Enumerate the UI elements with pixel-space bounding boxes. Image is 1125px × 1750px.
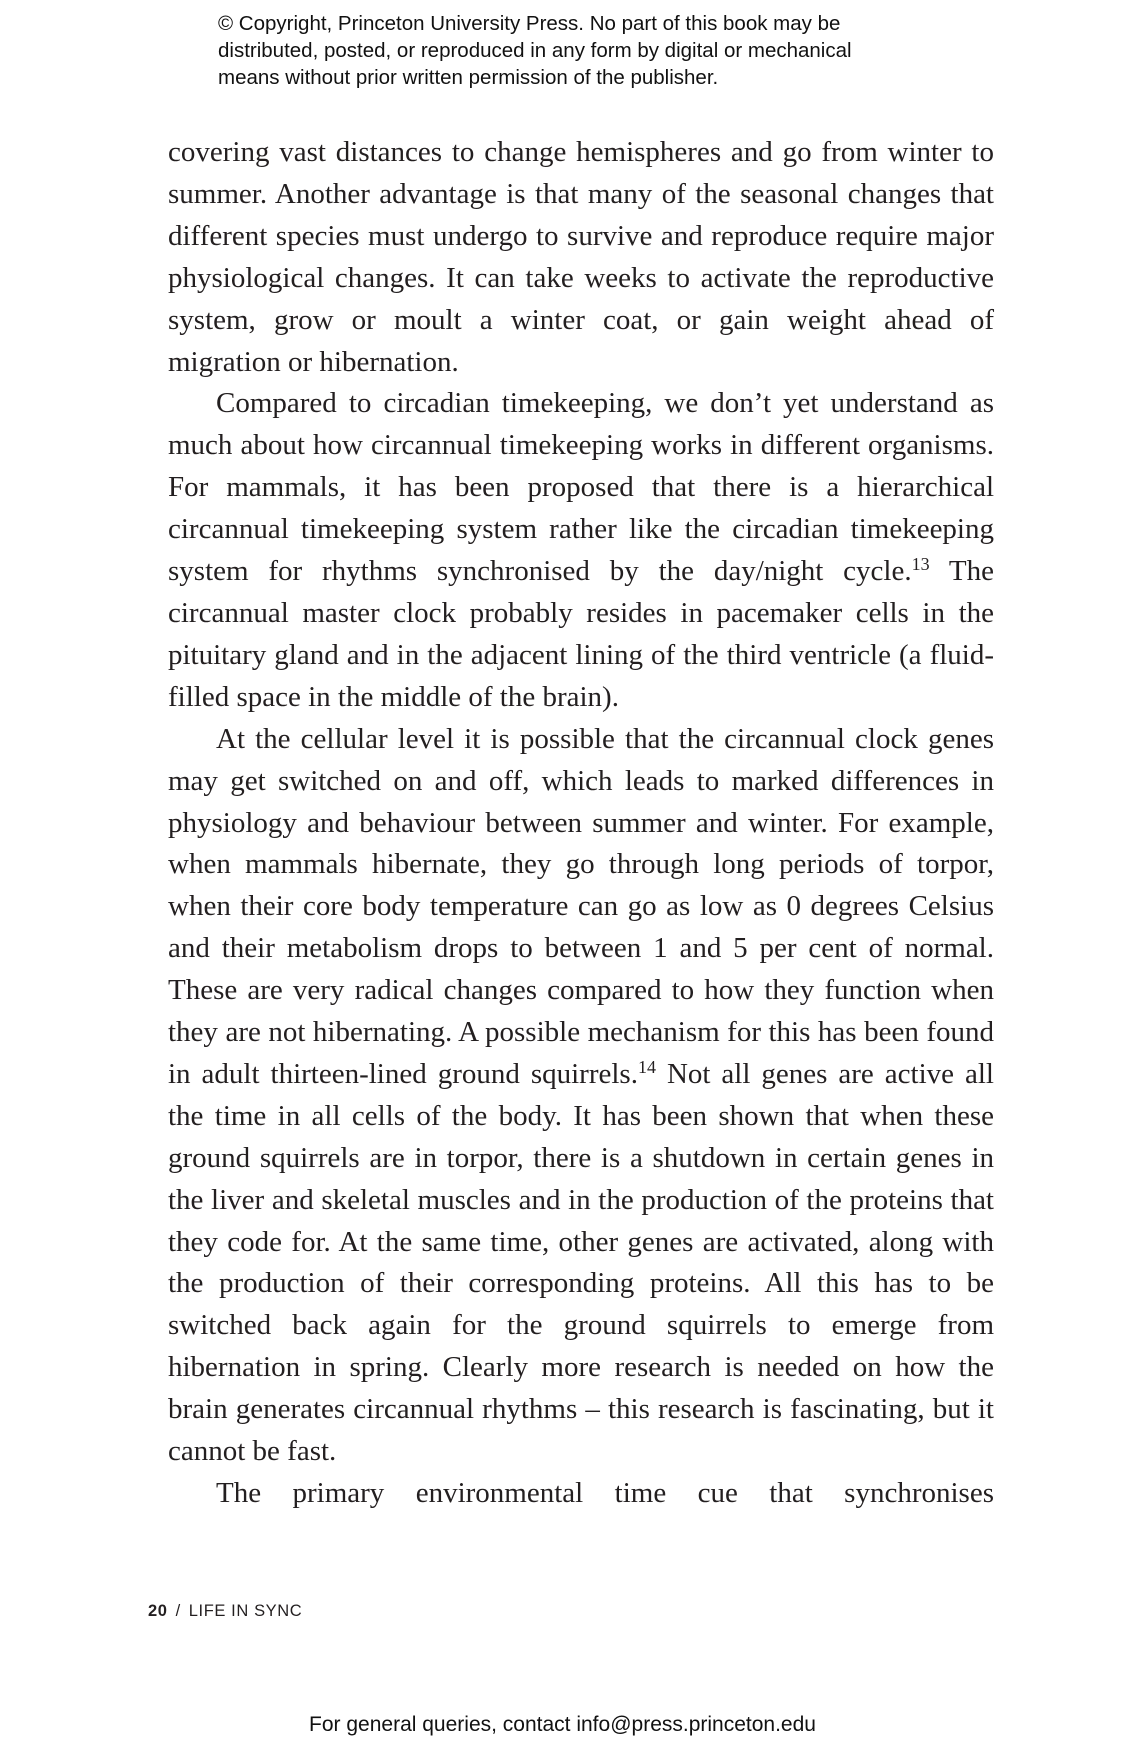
footnote-ref-14[interactable]: 14 (637, 1057, 656, 1078)
copyright-line: distributed, posted, or reproduced in any form by digital or mechanical (218, 39, 852, 62)
copyright-line: © Copyright, Princeton University Press. No part of this book may be (218, 12, 841, 35)
footnote-ref-13[interactable]: 13 (911, 554, 930, 575)
copyright-line: means without prior written permission of the publisher. (218, 66, 719, 89)
paragraph-continued: covering vast distances to change hemispheres and go from winter to summer. Another advantage is that many of the seasonal changes that different species must undergo to survive and reproduce require major physiological changes. It can take weeks to activate the reproductive system, grow or moult a winter coat, or gain weight ahead of migration or hibernation. (168, 136, 994, 378)
running-footer (148, 1602, 302, 1621)
footer-separator: / (175, 1602, 181, 1620)
paragraph-cellular-level (168, 719, 994, 1473)
copyright-notice (218, 10, 938, 91)
contact-line: For general queries, contact info@press.princeton.edu (309, 1713, 816, 1736)
paragraph-text: At the cellular level it is possible that the circannual clock genes may get switched on and off, which leads to marked differences in physiology and behaviour between summer and winter. For example, when mammals hibernate, they go through long periods of torpor, when their core body temperature can go as low as 0 degrees Celsius and their metabolism drops to between 1 and 5 per cent of normal. These are very radical changes compared to how they function when they are not hibernating. A possible mechanism for this has been found in adult thirteen-lined ground squirrels. (168, 722, 994, 1090)
paragraph-text: Compared to circadian timekeeping, we don’t yet understand as much about how circannual timekeeping works in different organisms. For mammals, it has been proposed that there is a hierarchical circannual timekeeping system rather like the circadian timekeeping system for rhythms synchronised by the day/night cycle. (168, 387, 994, 588)
body-text (168, 132, 994, 1515)
paragraph-circannual-timekeeping (168, 383, 994, 718)
paragraph-text: The circannual master clock probably resides in pacemaker cells in the pituitary gland and in the adjacent lining of the third ventricle (a fluid-filled space in the middle of the brain). (168, 555, 994, 713)
paragraph-time-cue: The primary environmental time cue that synchronises (216, 1477, 994, 1509)
page-number: 20 (148, 1602, 168, 1620)
book-title: LIFE IN SYNC (188, 1602, 303, 1620)
paragraph-text: Not all genes are active all the time in all cells of the body. It has been shown that when these ground squirrels are in torpor, there is a shutdown in certain genes in the liver and skeletal muscles and in the production of the proteins that they code for. At the same time, other genes are activated, along with the production of their corresponding proteins. All this has to be switched back again for the ground squirrels to emerge from hibernation in spring. Clearly more research is needed on how the brain generates circannual rhythms – this research is fascinating, but it cannot be fast. (168, 1057, 994, 1468)
